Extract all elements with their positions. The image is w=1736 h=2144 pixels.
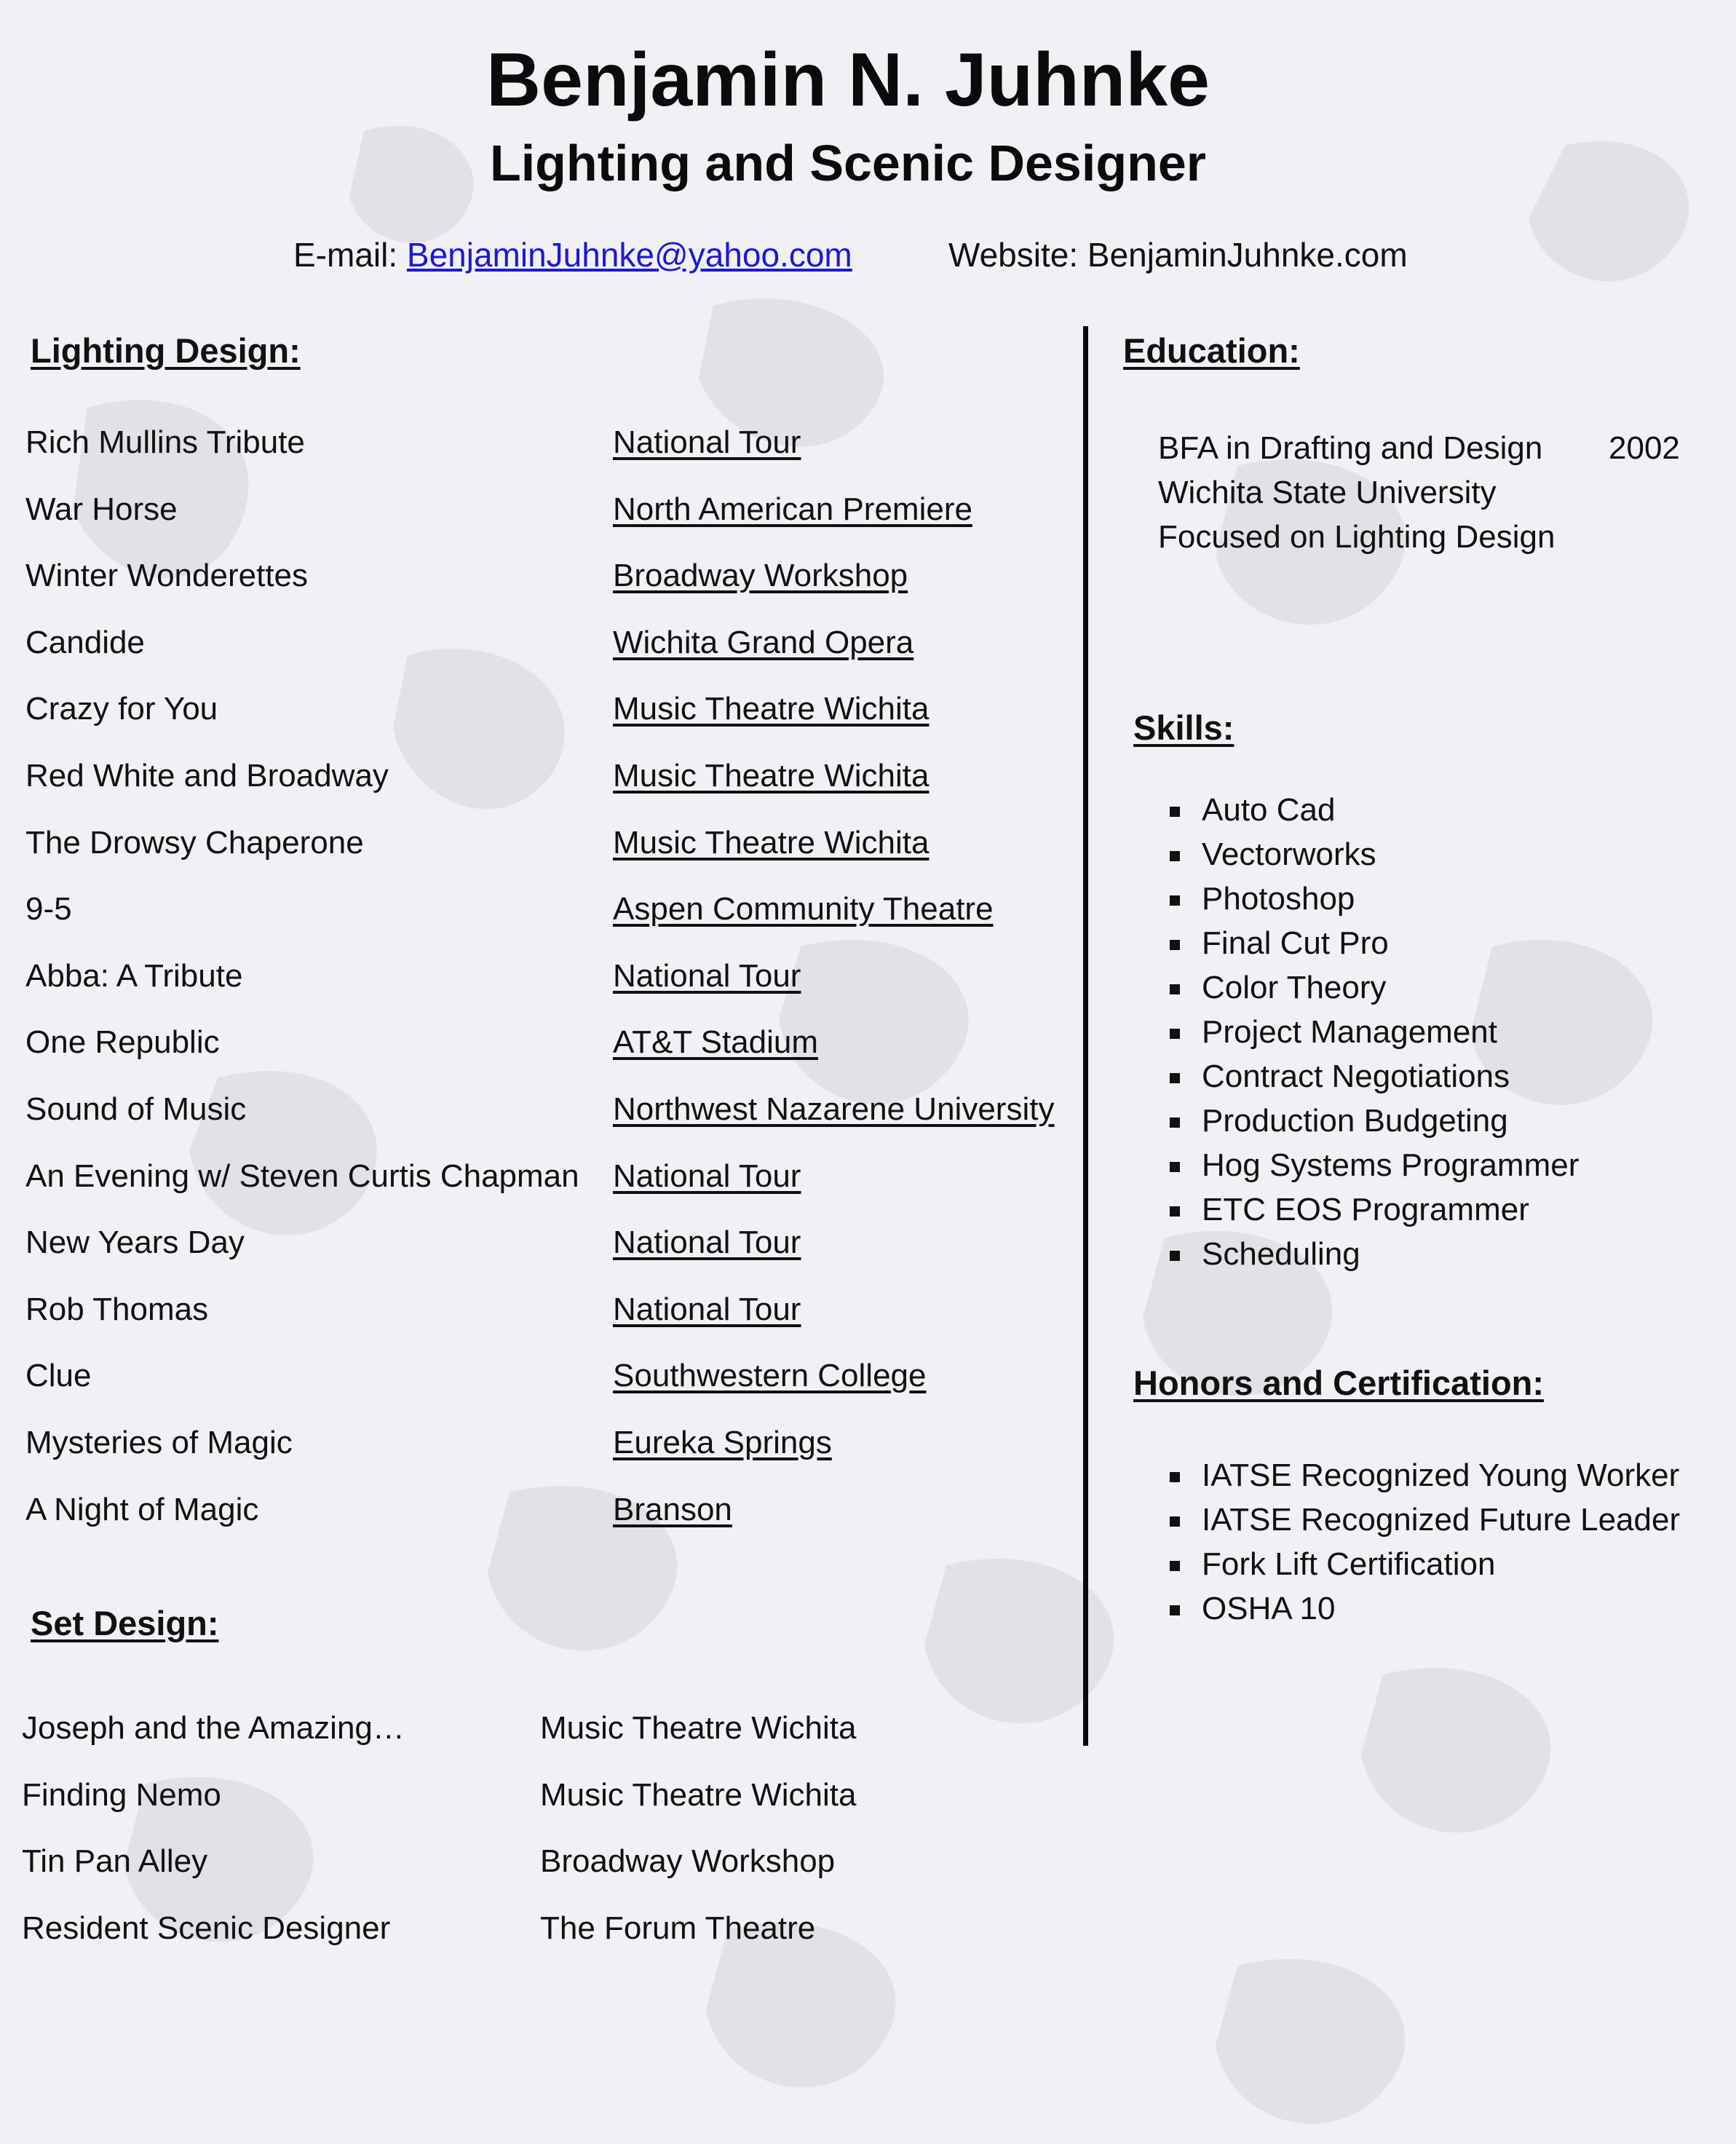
credit-show: 9-5	[25, 891, 72, 927]
credit-show: Rich Mullins Tribute	[25, 424, 305, 460]
credit-venue: The Forum Theatre	[540, 1910, 816, 1946]
credit-venue: Broadway Workshop	[540, 1843, 836, 1880]
credit-venue: Music Theatre Wichita	[613, 691, 930, 727]
list-item: OSHA 10	[1202, 1591, 1336, 1626]
credit-show: Joseph and the Amazing…	[22, 1710, 405, 1746]
list-item: Vectorworks	[1202, 836, 1376, 872]
credit-show: New Years Day	[25, 1225, 245, 1261]
credit-show: Clue	[25, 1358, 92, 1394]
website-url: BenjaminJuhnke.com	[1087, 236, 1408, 274]
list-item: Production Budgeting	[1202, 1103, 1508, 1139]
bullet-icon	[1170, 1251, 1180, 1261]
website-label: Website:	[948, 236, 1079, 274]
credit-show: Resident Scenic Designer	[22, 1910, 391, 1946]
website-contact	[948, 233, 1408, 277]
list-item: Scheduling	[1202, 1236, 1360, 1272]
bullet-icon	[1170, 1605, 1180, 1615]
skills-heading: Skills:	[1133, 708, 1234, 747]
bullet-icon	[1170, 1162, 1180, 1172]
credit-show: The Drowsy Chaperone	[25, 824, 364, 861]
lighting-design-heading: Lighting Design:	[31, 331, 301, 370]
bullet-icon	[1170, 1206, 1180, 1217]
credit-show: Sound of Music	[25, 1091, 247, 1127]
credit-show: Winter Wonderettes	[25, 558, 309, 594]
credit-venue: National Tour	[613, 957, 801, 994]
credit-venue: Branson	[613, 1491, 732, 1527]
credit-show: Candide	[25, 624, 145, 660]
credit-venue: Music Theatre Wichita	[540, 1710, 857, 1746]
bullet-icon	[1170, 851, 1180, 861]
credit-venue: Broadway Workshop	[613, 558, 908, 594]
credit-show: Red White and Broadway	[25, 758, 389, 794]
education-focus: Focused on Lighting Design	[1158, 519, 1555, 555]
bullet-icon	[1170, 1073, 1180, 1083]
bullet-icon	[1170, 1029, 1180, 1039]
credit-show: Mysteries of Magic	[25, 1425, 293, 1460]
credit-venue: National Tour	[613, 1291, 801, 1327]
honors-heading: Honors and Certification:	[1133, 1364, 1545, 1402]
list-item: Hog Systems Programmer	[1202, 1147, 1580, 1183]
bullet-icon	[1170, 984, 1180, 994]
credit-venue: Eureka Springs	[613, 1425, 832, 1460]
list-item: Photoshop	[1202, 881, 1355, 917]
email-link[interactable]: BenjaminJuhnke@yahoo.com	[406, 236, 852, 274]
credit-venue: AT&T Stadium	[613, 1024, 819, 1061]
education-degree: BFA in Drafting and Design	[1158, 430, 1543, 466]
candidate-title: Lighting and Scenic Designer	[489, 135, 1207, 191]
credit-venue: Music Theatre Wichita	[613, 758, 930, 794]
credit-venue: National Tour	[613, 424, 801, 460]
credit-venue: National Tour	[613, 1225, 801, 1261]
credit-venue: National Tour	[613, 1158, 801, 1194]
education-heading: Education:	[1123, 331, 1300, 370]
list-item: Project Management	[1202, 1014, 1497, 1050]
credit-venue: Northwest Nazarene University	[613, 1091, 1055, 1127]
bullet-icon	[1170, 807, 1180, 817]
list-item: IATSE Recognized Young Worker	[1202, 1457, 1680, 1493]
email-label: E-mail:	[293, 236, 398, 274]
credit-venue: Music Theatre Wichita	[540, 1776, 857, 1813]
bullet-icon	[1170, 1561, 1180, 1571]
credit-venue: Music Theatre Wichita	[613, 824, 930, 861]
credit-venue: Aspen Community Theatre	[613, 891, 994, 927]
bullet-icon	[1170, 895, 1180, 906]
credit-show: An Evening w/ Steven Curtis Chapman	[25, 1158, 579, 1194]
education-year: 2002	[1609, 430, 1680, 466]
credit-show: One Republic	[25, 1024, 220, 1061]
credit-venue: Southwestern College	[613, 1358, 927, 1394]
list-item: Contract Negotiations	[1202, 1059, 1510, 1094]
credit-show: Tin Pan Alley	[22, 1843, 208, 1880]
list-item: Auto Cad	[1202, 792, 1336, 828]
credit-show: Finding Nemo	[22, 1776, 221, 1813]
list-item: IATSE Recognized Future Leader	[1202, 1502, 1681, 1538]
column-divider	[1083, 326, 1088, 1746]
list-item: Final Cut Pro	[1202, 925, 1389, 961]
email-contact	[293, 233, 852, 277]
list-item: Color Theory	[1202, 970, 1387, 1005]
credit-show: Crazy for You	[25, 691, 218, 727]
credit-venue: North American Premiere	[613, 491, 972, 527]
set-design-heading: Set Design:	[31, 1604, 219, 1642]
education-school: Wichita State University	[1158, 475, 1497, 510]
credit-show: War Horse	[25, 491, 178, 527]
bullet-icon	[1170, 1516, 1180, 1527]
credit-venue: Wichita Grand Opera	[613, 624, 914, 660]
list-item: Fork Lift Certification	[1202, 1546, 1496, 1582]
bullet-icon	[1170, 940, 1180, 950]
credit-show: Abba: A Tribute	[25, 957, 243, 994]
candidate-name: Benjamin N. Juhnke	[486, 38, 1210, 122]
credit-show: Rob Thomas	[25, 1291, 209, 1327]
bullet-icon	[1170, 1472, 1180, 1482]
list-item: ETC EOS Programmer	[1202, 1192, 1529, 1227]
credit-show: A Night of Magic	[25, 1491, 259, 1527]
bullet-icon	[1170, 1118, 1180, 1128]
